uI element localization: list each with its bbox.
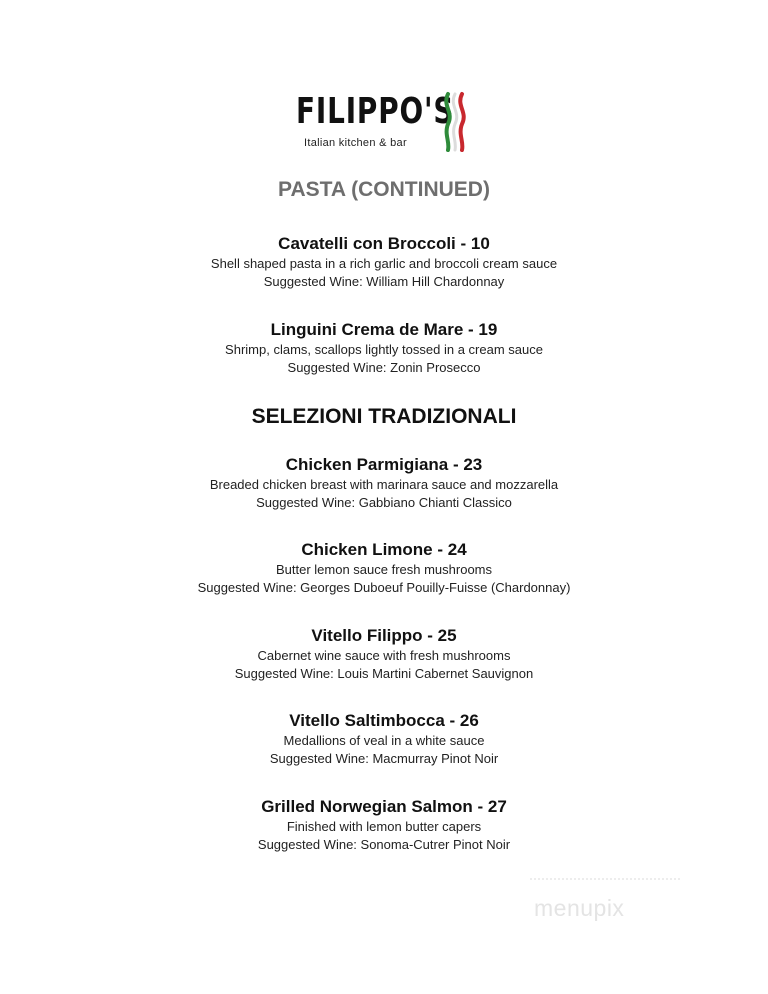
item-description: Cabernet wine sauce with fresh mushrooms	[257, 648, 511, 663]
item-name: Chicken Limone - 24	[301, 540, 467, 559]
item-wine: Suggested Wine: Macmurray Pinot Noir	[269, 751, 499, 766]
menupix-watermark: menupix	[534, 895, 625, 921]
item-name: Cavatelli con Broccoli - 10	[278, 234, 490, 253]
item-description: Shrimp, clams, scallops lightly tossed in a cream sauce	[225, 342, 543, 357]
item-description: Butter lemon sauce fresh mushrooms	[275, 562, 493, 577]
item-wine: Suggested Wine: Gabbiano Chianti Classico	[256, 495, 512, 510]
item-description: Shell shaped pasta in a rich garlic and broccoli cream sauce	[210, 256, 558, 271]
logo-wordmark: FILIPPO'S	[296, 91, 455, 132]
item-wine: Suggested Wine: Sonoma-Cutrer Pinot Noir	[257, 837, 511, 852]
item-wine: Suggested Wine: Louis Martini Cabernet Sauvignon	[234, 666, 534, 681]
section-title-selezioni: SELEZIONI TRADIZIONALI	[251, 405, 517, 428]
item-name: Linguini Crema de Mare - 19	[270, 320, 498, 339]
menu-item	[0, 539, 768, 597]
item-wine: Suggested Wine: Zonin Prosecco	[287, 360, 481, 375]
item-name: Grilled Norwegian Salmon - 27	[261, 797, 507, 816]
item-name: Vitello Saltimbocca - 26	[289, 711, 479, 730]
section-title-pasta: PASTA (CONTINUED)	[278, 178, 490, 201]
menu-item	[0, 796, 768, 854]
menu-item	[0, 625, 768, 683]
watermark-decoration	[530, 878, 680, 886]
logo-tagline: Italian kitchen & bar	[304, 137, 407, 149]
restaurant-logo	[0, 90, 768, 154]
italian-flag-swash-icon	[440, 90, 470, 154]
item-description: Medallions of veal in a white sauce	[283, 733, 485, 748]
item-wine: Suggested Wine: Georges Duboeuf Pouilly-Fuisse (Chardonnay)	[197, 580, 571, 595]
menu-item	[0, 233, 768, 291]
menu-item	[0, 319, 768, 377]
item-description: Breaded chicken breast with marinara sauce and mozzarella	[209, 477, 559, 492]
item-wine: Suggested Wine: William Hill Chardonnay	[263, 274, 505, 289]
item-name: Vitello Filippo - 25	[311, 626, 457, 645]
menu-item	[0, 710, 768, 768]
menu-item	[0, 454, 768, 512]
item-description: Finished with lemon butter capers	[286, 819, 482, 834]
item-name: Chicken Parmigiana - 23	[285, 455, 483, 474]
